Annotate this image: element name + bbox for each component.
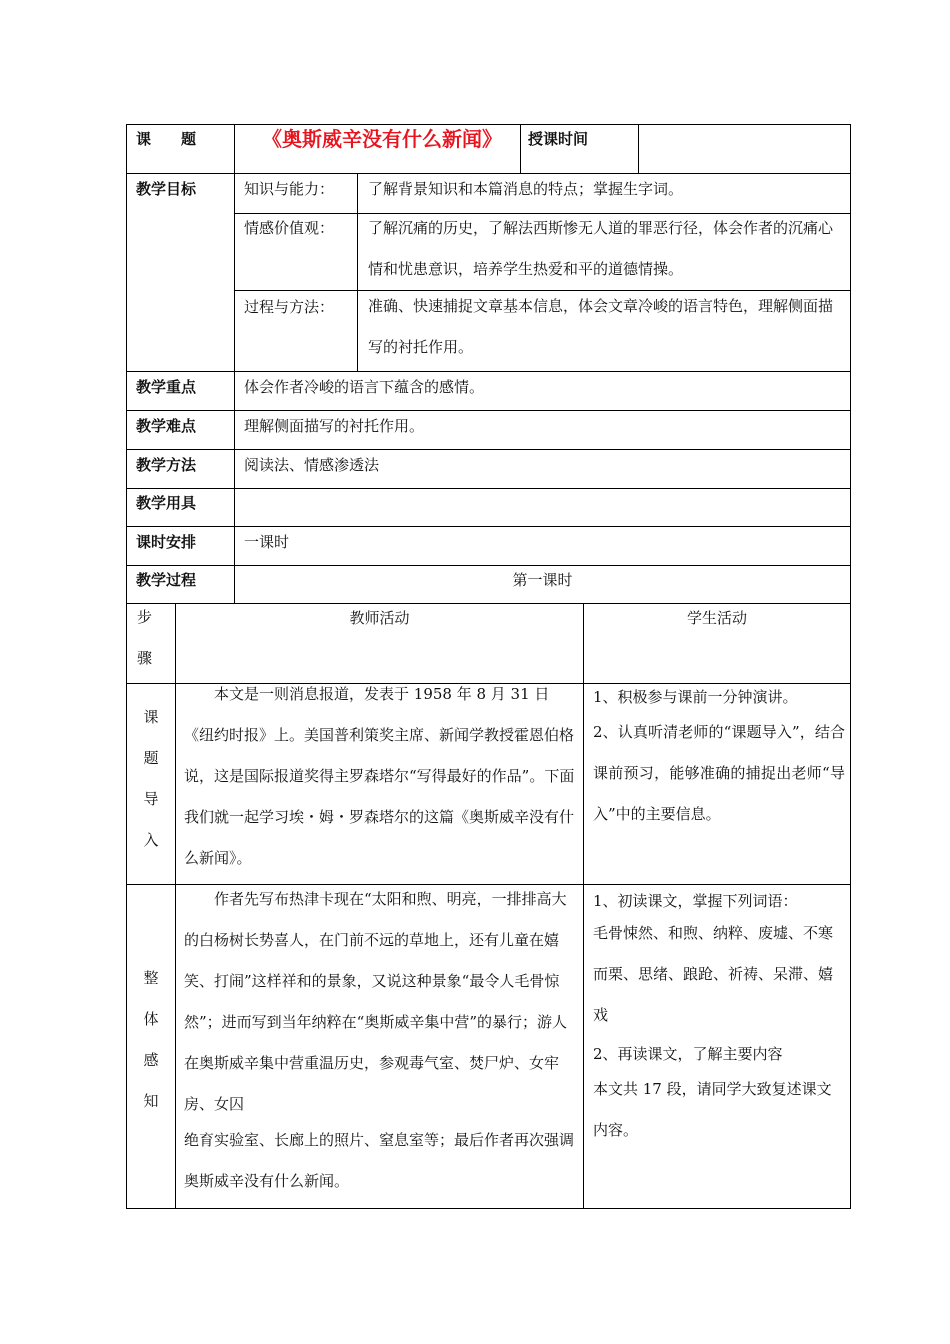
table-border [520,124,521,174]
step-name: 课 题 导 入 [143,708,159,849]
teacher-activity: 本文是一则消息报道，发表于 1958 年 8 月 31 日《纽约时报》上。美国普利策奖主席、新闻学教授霍恩伯格说，这是国际报道奖得主罗森塔尔“写得最好的作品”。下面我们就一起学习埃・姆・罗森塔尔的这篇《奥斯威辛没有什么新闻》。 [184,685,575,867]
topic-label: 课 题 [136,130,197,148]
step-name: 整 体 感 知 [143,969,159,1110]
process-label: 教学过程 [136,571,197,589]
table-border [357,173,358,372]
student-activity: 1、积极参与课前一分钟演讲。 [593,688,798,706]
emotion-label: 情感价值观： [244,219,335,237]
focus-label: 教学重点 [136,378,197,396]
table-border [175,603,176,1209]
table-border-right [850,124,851,1209]
method-text: 阅读法、情感渗透法 [244,456,380,474]
process-method-text: 准确、快速捕捉文章基本信息，体会文章冷峻的语言特色，理解侧面描写的衬托作用。 [368,297,834,356]
knowledge-text: 了解背景知识和本篇消息的特点；掌握生字词。 [368,180,684,198]
tools-label: 教学用具 [136,494,197,512]
student-activity: 1、初读课文，掌握下列词语： [593,892,798,910]
process-text: 第一课时 [512,571,573,589]
schedule-label: 课时安排 [136,533,197,551]
knowledge-label: 知识与能力： [244,180,335,198]
teacher-column-header: 教师活动 [349,609,410,627]
table-border [583,603,584,1209]
student-vocabulary: 毛骨悚然、和煦、纳粹、废墟、不寒而栗、思绪、踉跄、祈祷、呆滞、嬉戏 [593,924,834,1024]
teacher-activity: 绝育实验室、长廊上的照片、窒息室等；最后作者再次强调奥斯威辛没有什么新闻。 [184,1131,575,1190]
table-border [638,124,639,174]
teacher-activity: 作者先写布热津卡现在“太阳和煦、明亮，一排排高大的白杨树长势喜人，在门前不远的草地上，还有儿童在嬉笑、打闹”这样祥和的景象，又说这种景象“最令人毛骨惊然”；进而写到当年纳粹在“奥斯威辛集中营”的暴行；游人在奥斯威辛集中营重温历史，参观毒气室、焚尸炉、女牢房、女囚 [184,890,568,1113]
schedule-text: 一课时 [244,533,290,551]
student-activity: 2、再读课文，了解主要内容 [593,1045,783,1063]
focus-text: 体会作者冷峻的语言下蕴含的感情。 [244,378,485,396]
table-border-bottom [126,1208,851,1209]
process-method-label: 过程与方法： [244,298,335,316]
difficulty-text: 理解侧面描写的衬托作用。 [244,417,425,435]
time-label: 授课时间 [528,130,589,148]
lesson-title: 《奥斯威辛没有什么新闻》 [262,127,502,151]
student-column-header: 学生活动 [686,609,747,627]
objectives-label: 教学目标 [136,180,197,198]
step-column-header: 步 骤 [137,608,153,667]
student-activity: 2、认真听清老师的“课题导入”，结合课前预习，能够准确的捕捉出老师“导入”中的主要信息。 [593,723,845,823]
table-border [234,124,235,604]
emotion-text: 了解沉痛的历史，了解法西斯惨无人道的罪恶行径，体会作者的沉痛心情和忧患意识，培养学生热爱和平的道德情操。 [368,219,834,278]
difficulty-label: 教学难点 [136,417,197,435]
student-activity: 本文共 17 段，请同学大致复述课文内容。 [593,1080,832,1139]
method-label: 教学方法 [136,456,197,474]
